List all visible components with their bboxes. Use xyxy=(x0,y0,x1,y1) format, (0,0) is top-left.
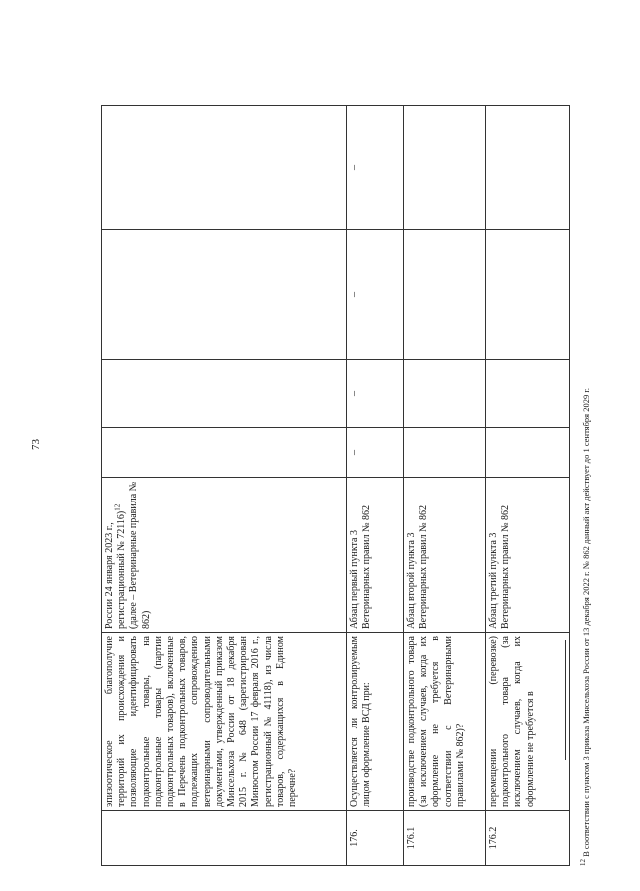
reference-cell: Абзац второй пункта 3 Ветеринарных правил № 862 xyxy=(404,478,486,633)
table-row xyxy=(486,106,570,866)
reference-cell: России 24 января 2023 г., регистрационный № 72116)$^{12}$ (далее – Ветеринарные правила № 862) xyxy=(102,478,347,633)
rotated-page xyxy=(101,106,601,866)
answer-cell xyxy=(486,230,570,360)
answer-cell xyxy=(102,360,347,428)
row-number: 176. xyxy=(347,811,404,866)
answer-cell xyxy=(404,230,486,360)
footnote-text: В соответствии с пунктом 3 приказа Минсельхоза России от 13 декабря 2022 г. № 862 данный акт действует до 1 сентября 2029 г. xyxy=(581,388,591,859)
answer-cell: – xyxy=(347,360,404,428)
row-number: 176.2 xyxy=(486,811,570,866)
answer-cell xyxy=(102,428,347,478)
answer-cell xyxy=(404,428,486,478)
question-cell: производстве подконтрольного товара (за исключением случаев, когда их оформление не требуется в соответствии с Ветеринарными правилами № 862)? xyxy=(404,633,486,811)
reference-cell: Абзац первый пункта 3 Ветеринарных правил № 862 xyxy=(347,478,404,633)
question-cell: эпизоотическое благополучие территорий их происхождения и позволяющие идентифицировать подконтрольные товары, на подконтрольные товары (партии подконтрольных товаров), включенные в Перечень подконтрольных товаров, подлежащих сопровождению ветеринарными сопроводительными документами, утвержденный приказом Минсельхоза России от 18 декабря 2015 г. № 648 (зарегистрирован Минюстом России 17 февраля 2016 г., регистрационный № 41118), из числа товаров, содержащихся в Едином перечне? xyxy=(102,633,347,811)
answer-cell xyxy=(486,428,570,478)
answer-cell xyxy=(404,360,486,428)
page-number: 73 xyxy=(30,439,42,450)
table-row xyxy=(347,106,404,866)
question-cell: Осуществляется ли контролируемым лицом оформление ВСД при: xyxy=(347,633,404,811)
answer-cell xyxy=(102,106,347,230)
reference-cell: Абзац третий пункта 3 Ветеринарных правил № 862 xyxy=(486,478,570,633)
row-number xyxy=(102,811,347,866)
footnote-marker: 12 xyxy=(579,859,588,866)
footnote-marker: 12 xyxy=(113,503,122,511)
answer-cell xyxy=(486,360,570,428)
answer-cell: – xyxy=(347,428,404,478)
answer-cell xyxy=(404,106,486,230)
footnote-separator xyxy=(565,640,566,760)
answer-cell xyxy=(102,230,347,360)
answer-cell: – xyxy=(347,230,404,360)
answer-cell xyxy=(486,106,570,230)
footnote xyxy=(581,106,591,866)
row-number: 176.1 xyxy=(404,811,486,866)
table-row xyxy=(102,106,347,866)
answer-cell: – xyxy=(347,106,404,230)
table-row xyxy=(404,106,486,866)
question-cell: перемещении (перевозке) подконтрольного товара (за исключением случаев, когда их оформление не требуется в xyxy=(486,633,570,811)
requirements-table xyxy=(101,105,570,866)
